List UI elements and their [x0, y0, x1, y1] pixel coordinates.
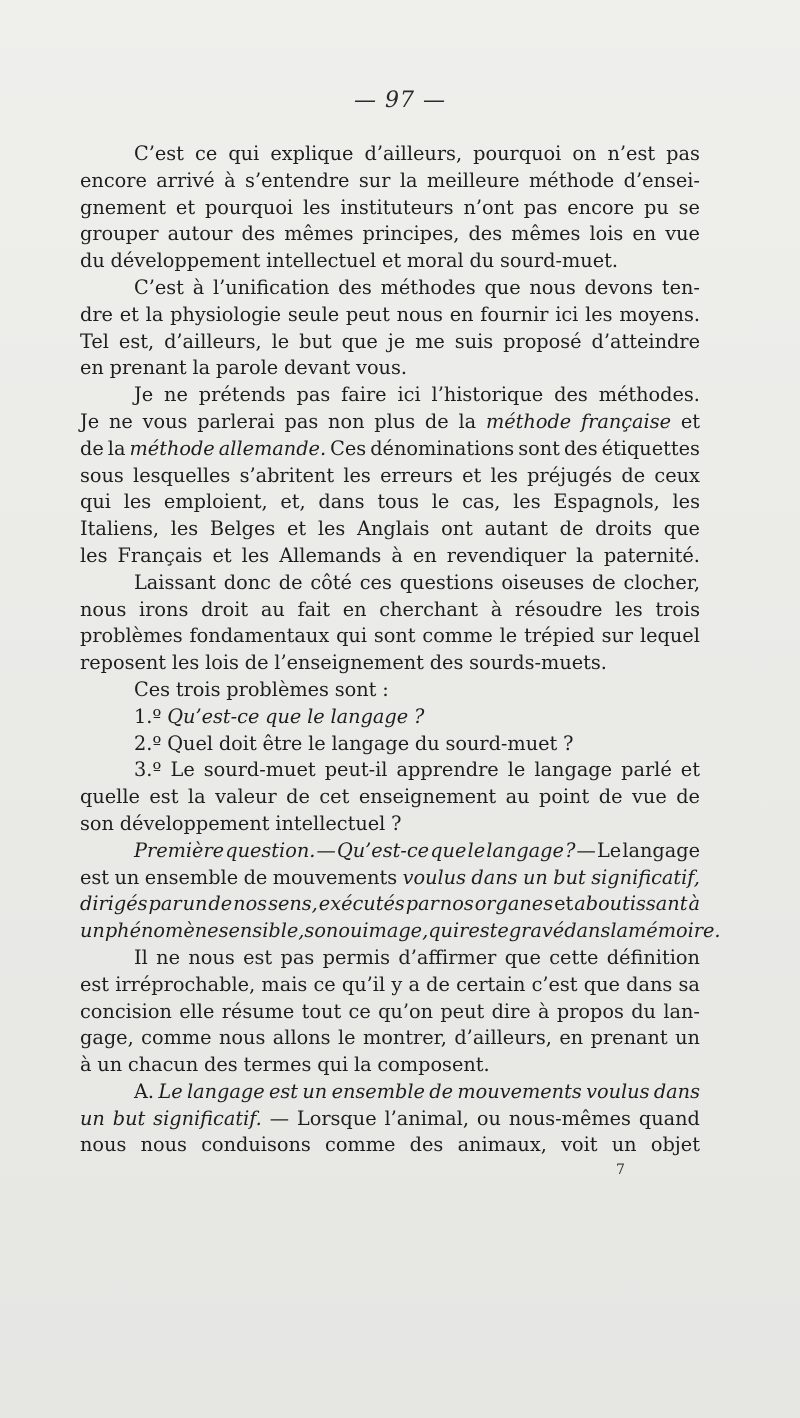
text-line: A. Le langage est un ensemble de mouvements voulus dans [134, 1079, 700, 1103]
text-line: grouper autour des mêmes principes, des mêmes lois en vue [80, 222, 700, 246]
text-line: de la méthode allemande. Ces dénominations sont des étiquettes [80, 436, 700, 460]
text-line: nous irons droit au fait en cherchant à résoudre les trois [80, 597, 700, 621]
text-line: son développement intellectuel ? [80, 811, 402, 835]
page-number-header: — 97 — [354, 88, 446, 113]
text-line: concision elle résume tout ce qu’on peut dire à propos du lan- [80, 999, 700, 1023]
text-line: gnement et pourquoi les instituteurs n’ont pas encore pu se [80, 195, 700, 219]
text-line: 1.º Qu’est-ce que le langage ? [134, 704, 425, 728]
text-line: sous lesquelles s’abritent les erreurs et les préjugés de ceux [80, 463, 700, 487]
text-line: nous nous conduisons comme des animaux, voit un objet [80, 1133, 700, 1157]
text-line: en prenant la parole devant vous. [80, 356, 407, 380]
text-line: encore arrivé à s’entendre sur la meilleure méthode d’ensei- [80, 168, 700, 192]
text-line: Première question. — Qu’est-ce que le langage ? — Le langage [134, 838, 700, 862]
text-line: les Français et les Allemands à en revendiquer la paternité. [80, 543, 700, 567]
text-line: Je ne vous parlerai pas non plus de la méthode française et [80, 409, 700, 433]
text-line: Laissant donc de côté ces questions oiseuses de clocher, [134, 570, 700, 594]
text-line: gage, comme nous allons le montrer, d’ailleurs, en prenant un [80, 1026, 700, 1050]
text-line: est irréprochable, mais ce qu’il y a de certain c’est que dans sa [80, 972, 700, 996]
text-line: C’est à l’unification des méthodes que nous devons ten- [134, 275, 700, 299]
text-line: est un ensemble de mouvements voulus dans un but significatif, [80, 865, 700, 889]
signature-mark: 7 [616, 1162, 625, 1178]
text-line: C’est ce qui explique d’ailleurs, pourquoi on n’est pas [134, 142, 700, 165]
text-line: du développement intellectuel et moral du sourd-muet. [80, 249, 618, 273]
body-text [80, 141, 721, 1159]
text-line: reposent les lois de l’enseignement des sourds-muets. [80, 651, 607, 675]
text-line: 3.º Le sourd-muet peut-il apprendre le langage parlé et [134, 758, 700, 782]
text-line: un phénomène sensible, son ou image, qui reste gravé dans la mémoire. [80, 919, 721, 943]
text-line: Tel est, d’ailleurs, le but que je me suis proposé d’atteindre [80, 329, 700, 353]
text-line: Italiens, les Belges et les Anglais ont autant de droits que [80, 517, 700, 541]
text-line: un but significatif. — Lorsque l’animal, ou nous-mêmes quand [80, 1106, 700, 1130]
text-line: qui les emploient, et, dans tous le cas, les Espagnols, les [80, 490, 700, 514]
text-line: dre et la physiologie seule peut nous en fournir ici les moyens. [80, 302, 700, 326]
text-line: à un chacun des termes qui la composent. [80, 1053, 490, 1077]
text-line: 2.º Quel doit être le langage du sourd-muet ? [134, 731, 574, 755]
text-line: Ces trois problèmes sont : [134, 677, 389, 701]
text-line: Il ne nous est pas permis d’affirmer que cette définition [134, 945, 700, 969]
text-line: dirigés par un de nos sens, exécutés par nos organes et aboutissant à [80, 892, 700, 916]
text-line: quelle est la valeur de cet enseignement au point de vue de [80, 785, 700, 809]
text-line: Je ne prétends pas faire ici l’historique des méthodes. [134, 383, 700, 407]
text-line: problèmes fondamentaux qui sont comme le trépied sur lequel [80, 624, 700, 648]
